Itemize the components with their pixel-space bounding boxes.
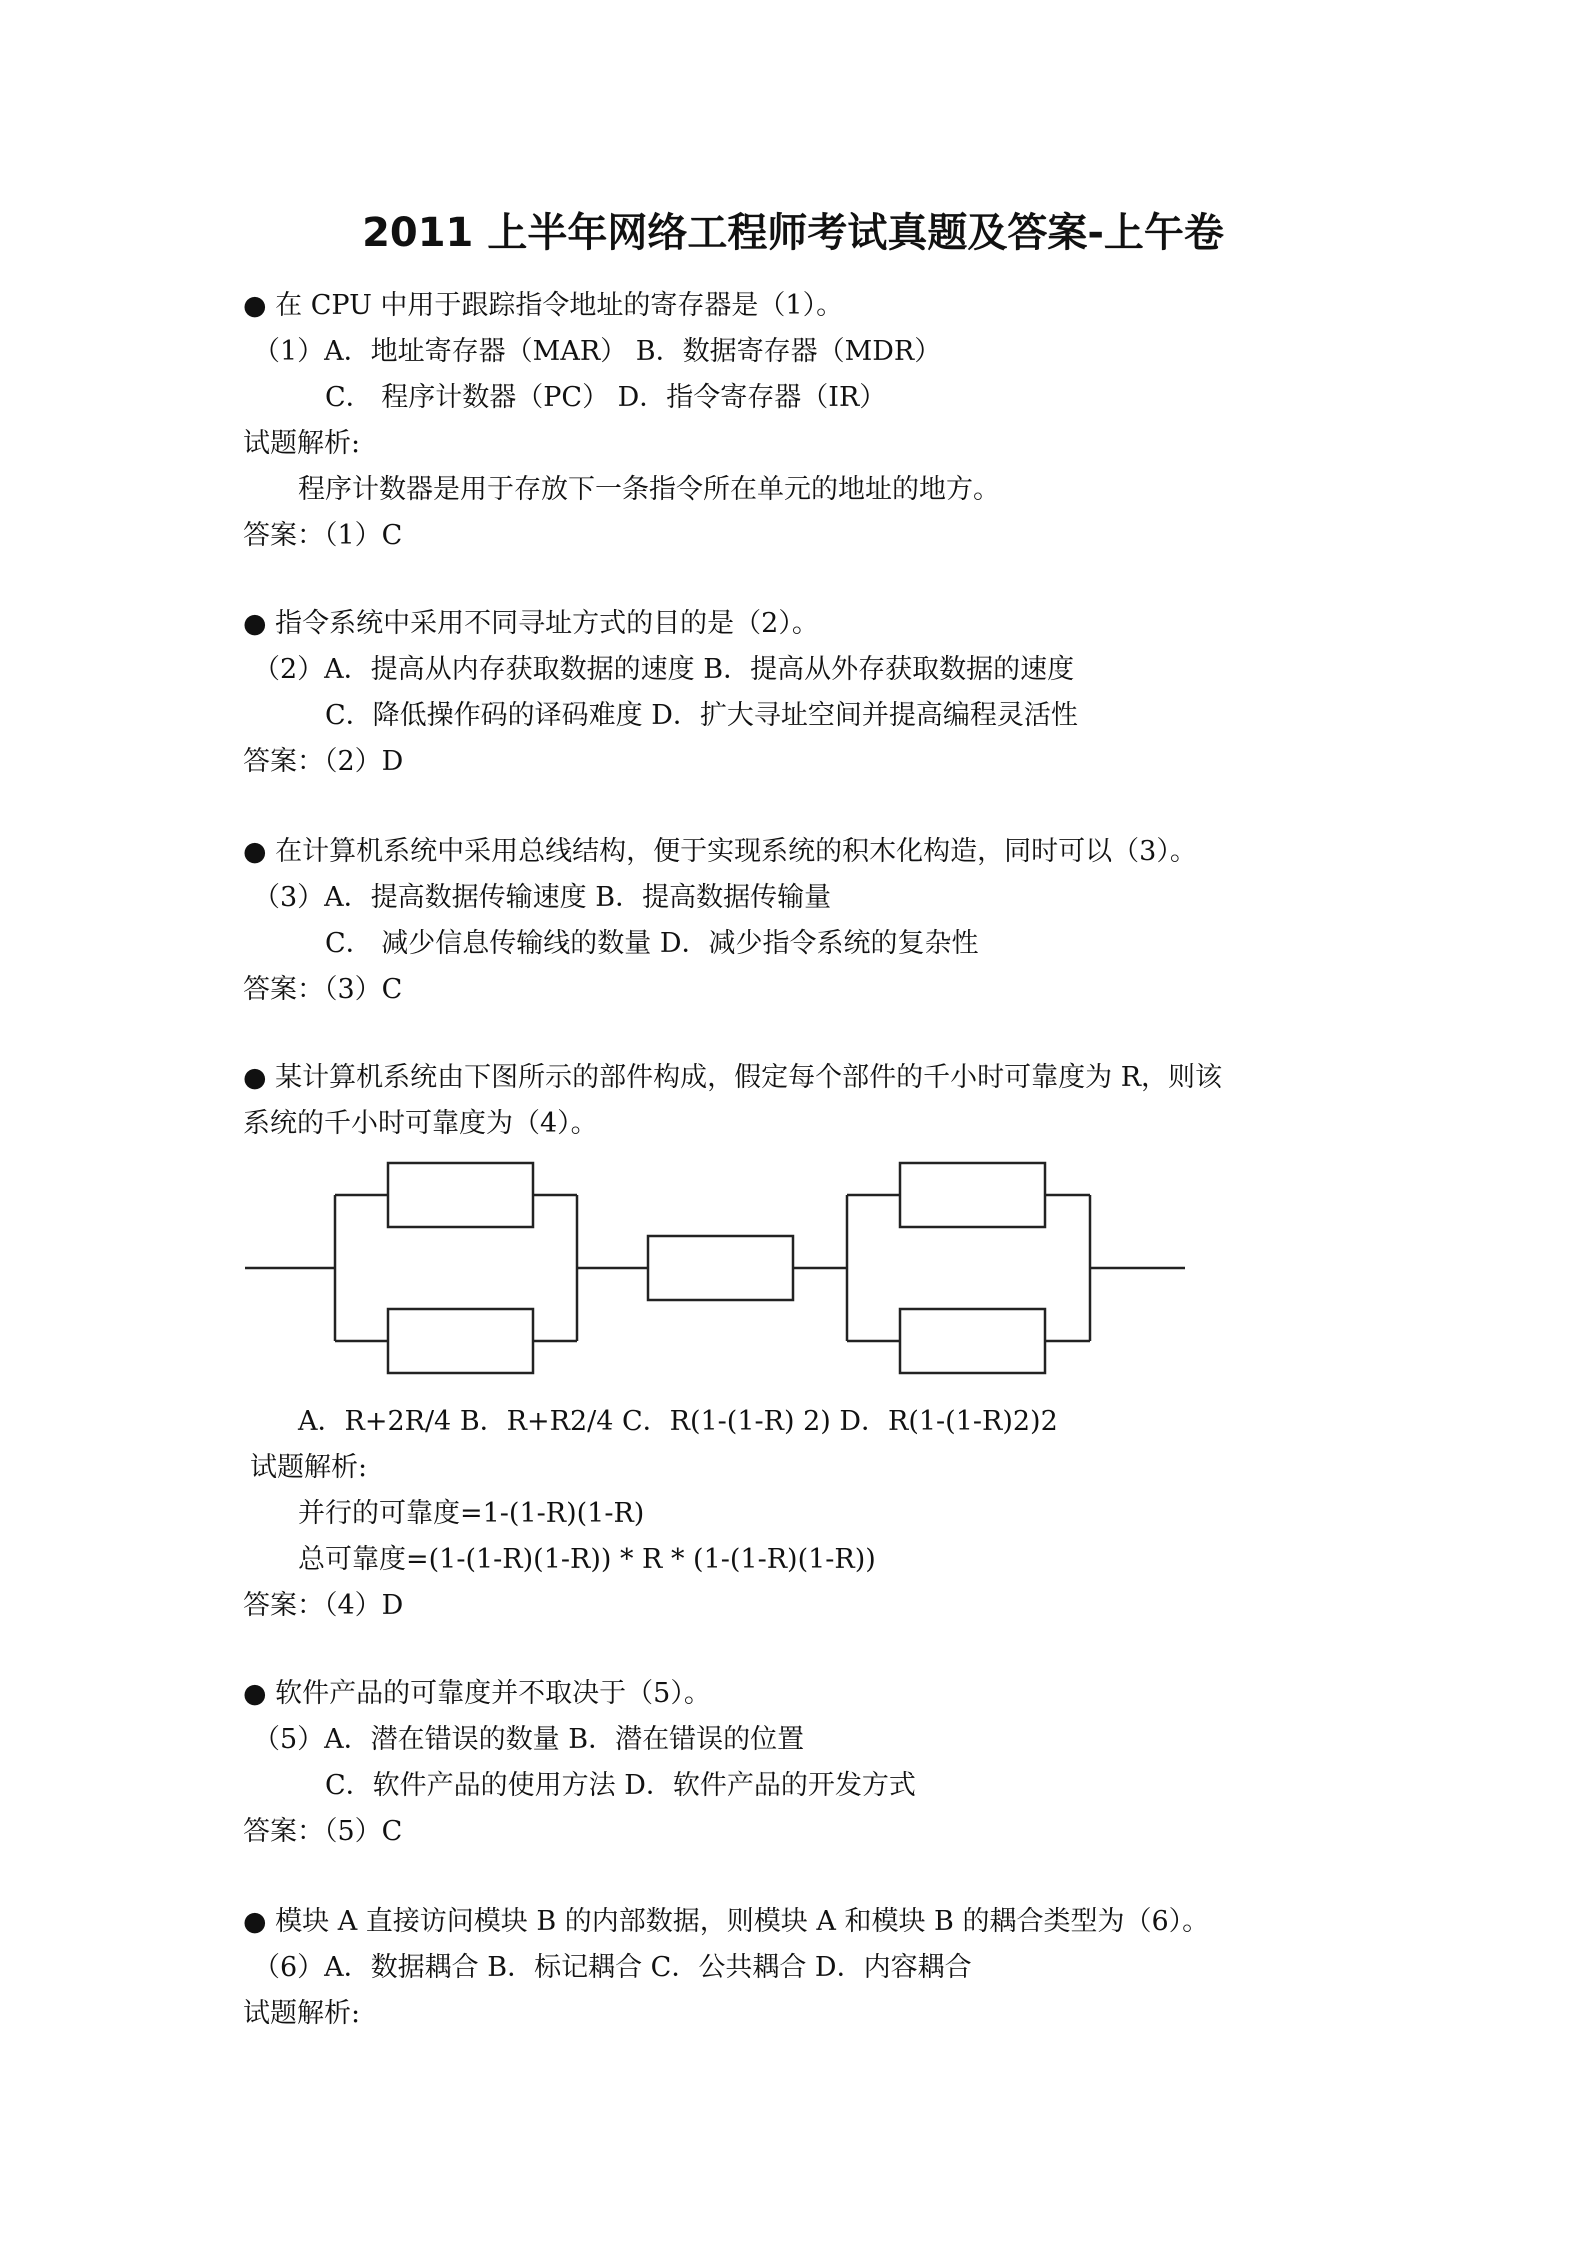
q4-answer: 答案：（4）D (243, 1590, 404, 1621)
q2-question: ● 指令系统中采用不同寻址方式的目的是（2）。 (243, 608, 819, 639)
q5-question: ● 软件产品的可靠度并不取决于（5）。 (243, 1678, 711, 1709)
q4-options: A．R+2R/4 B．R+R2/4 C．R(1-(1-R) 2) D．R(1-(1-R)2)2 (298, 1406, 1058, 1437)
q5-options-line2: C．软件产品的使用方法 D．软件产品的开发方式 (325, 1770, 916, 1801)
q3-question: ● 在计算机系统中采用总线结构，便于实现系统的积木化构造，同时可以（3）。 (243, 836, 1197, 867)
q4-analysis-label: 试题解析: (250, 1452, 368, 1483)
component-box-right-bottom (900, 1309, 1045, 1373)
reliability-diagram (240, 1160, 1190, 1370)
q2-options-line2: C．降低操作码的译码难度 D．扩大寻址空间并提高编程灵活性 (325, 700, 1078, 731)
q4-analysis-line1: 并行的可靠度=1-(1-R)(1-R) (298, 1498, 645, 1529)
q1-analysis: 程序计数器是用于存放下一条指令所在单元的地址的地方。 (298, 474, 1000, 505)
q1-options-line2: C． 程序计数器（PC） D．指令寄存器（IR） (325, 382, 887, 413)
q5-answer: 答案：（5）C (243, 1816, 403, 1847)
q6-analysis-label: 试题解析: (243, 1998, 361, 2029)
q4-analysis-line2: 总可靠度=(1-(1-R)(1-R)) * R * (1-(1-R)(1-R)) (298, 1544, 876, 1575)
component-box-left-top (388, 1163, 533, 1227)
q2-options-line1: （2）A．提高从内存获取数据的速度 B．提高从外存获取数据的速度 (253, 654, 1075, 685)
component-box-middle (648, 1236, 793, 1300)
q3-answer: 答案：（3）C (243, 974, 403, 1005)
document-title: 2011 上半年网络工程师考试真题及答案-上午卷 (362, 210, 1224, 256)
component-box-left-bottom (388, 1309, 533, 1373)
q1-options-line1: （1）A．地址寄存器（MAR） B．数据寄存器（MDR） (253, 336, 942, 367)
q4-question-line1: ● 某计算机系统由下图所示的部件构成，假定每个部件的千小时可靠度为 R，则该 (243, 1062, 1223, 1093)
q6-options: （6）A．数据耦合 B．标记耦合 C．公共耦合 D．内容耦合 (253, 1952, 972, 1983)
q3-options-line1: （3）A．提高数据传输速度 B．提高数据传输量 (253, 882, 832, 913)
q2-answer: 答案：（2）D (243, 746, 404, 777)
component-box-right-top (900, 1163, 1045, 1227)
q1-question: ● 在 CPU 中用于跟踪指令地址的寄存器是（1）。 (243, 290, 844, 321)
q6-question: ● 模块 A 直接访问模块 B 的内部数据，则模块 A 和模块 B 的耦合类型为（6）。 (243, 1906, 1210, 1937)
q5-options-line1: （5）A．潜在错误的数量 B．潜在错误的位置 (253, 1724, 805, 1755)
q1-answer: 答案：（1）C (243, 520, 403, 551)
q4-question-line2: 系统的千小时可靠度为（4）。 (243, 1108, 598, 1139)
q1-analysis-label: 试题解析: (243, 428, 361, 459)
q3-options-line2: C． 减少信息传输线的数量 D．减少指令系统的复杂性 (325, 928, 979, 959)
